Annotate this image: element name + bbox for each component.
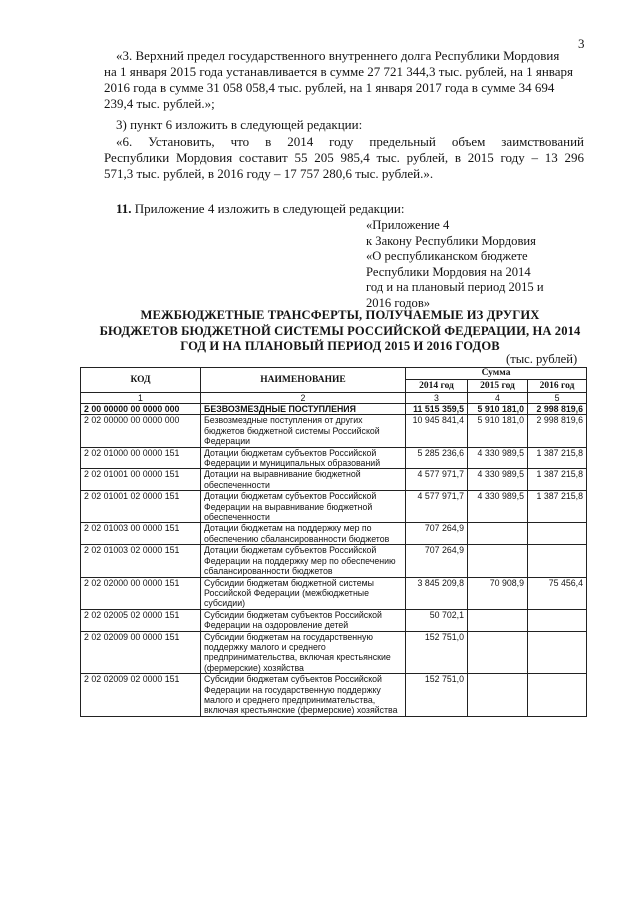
row-value-2014: 11 515 359,5: [406, 404, 468, 415]
row-value-2014: 5 285 236,6: [406, 447, 468, 469]
row-value-2015: 70 908,9: [468, 577, 528, 609]
table-row: [81, 631, 587, 674]
title-line: ГОД И НА ПЛАНОВЫЙ ПЕРИОД 2015 И 2016 ГОДОВ: [180, 339, 500, 353]
row-value-2015: 4 330 989,5: [468, 469, 528, 491]
row-value-2015: 4 330 989,5: [468, 447, 528, 469]
header-year-2015: 2015 год: [468, 380, 528, 393]
row-name: Дотации на выравнивание бюджетной обеспеченности: [201, 469, 406, 491]
item-11-text: Приложение 4 изложить в следующей редакции:: [134, 201, 405, 216]
row-value-2016: 2 998 819,6: [528, 415, 587, 447]
row-value-2016: [528, 674, 587, 717]
row-code: 2 02 02000 00 0000 151: [81, 577, 201, 609]
row-value-2015: [468, 674, 528, 717]
appendix-line: «Приложение 4: [366, 218, 450, 232]
row-name: Дотации бюджетам субъектов Российской Федерации на поддержку мер по обеспечению сбалансированности бюджетов: [201, 545, 406, 577]
row-code: 2 02 01001 00 0000 151: [81, 469, 201, 491]
row-value-2016: 2 998 819,6: [528, 404, 587, 415]
column-number: 3: [406, 393, 468, 404]
column-number-row: [81, 393, 587, 404]
row-value-2014: 707 264,9: [406, 545, 468, 577]
row-value-2016: 1 387 215,8: [528, 469, 587, 491]
appendix-header: [366, 218, 588, 311]
row-value-2015: 5 910 181,0: [468, 404, 528, 415]
row-name: Дотации бюджетам субъектов Российской Федерации на выравнивание бюджетной обеспеченности: [201, 491, 406, 523]
table-row: [81, 469, 587, 491]
row-name: Субсидии бюджетам субъектов Российской Федерации на оздоровление детей: [201, 609, 406, 631]
table-row: [81, 415, 587, 447]
header-year-2014: 2014 год: [406, 380, 468, 393]
row-code: 2 00 00000 00 0000 000: [81, 404, 201, 415]
row-value-2015: [468, 523, 528, 545]
table-row: [81, 447, 587, 469]
item-11-number: 11.: [116, 201, 132, 216]
title-line: БЮДЖЕТОВ БЮДЖЕТНОЙ СИСТЕМЫ РОССИЙСКОЙ ФЕДЕРАЦИИ, НА 2014: [99, 323, 581, 338]
row-name: Субсидии бюджетам субъектов Российской Федерации на государственную поддержку малого и среднего предпринимательства, включая крестьянские (фермерские) хозяйства: [201, 674, 406, 717]
row-name: Субсидии бюджетам бюджетной системы Российской Федерации (межбюджетные субсидии): [201, 577, 406, 609]
appendix-line: к Закону Республики Мордовия: [366, 233, 536, 248]
row-code: 2 02 02009 00 0000 151: [81, 631, 201, 674]
row-value-2014: 152 751,0: [406, 631, 468, 674]
header-year-2016: 2016 год: [528, 380, 587, 393]
row-code: 2 02 02005 02 0000 151: [81, 609, 201, 631]
row-name: БЕЗВОЗМЕЗДНЫЕ ПОСТУПЛЕНИЯ: [201, 404, 406, 415]
row-value-2014: 707 264,9: [406, 523, 468, 545]
row-name: Дотации бюджетам на поддержку мер по обеспечению сбалансированности бюджетов: [201, 523, 406, 545]
table-row: [81, 674, 587, 717]
paragraph-debt-limit: «3. Верхний предел государственного внутреннего долга Республики Мордовия на 1 января 2015 года устанавливается в сумме 27 721 344,3 тыс. рублей, на 1 января 2016 года в сумме 31 058 058,4 тыс. рублей, на 1 января 2017 года в сумме 34 694 239,4 тыс. рублей.»;: [104, 48, 574, 111]
row-value-2016: [528, 545, 587, 577]
row-value-2014: 3 845 209,8: [406, 577, 468, 609]
row-value-2016: 75 456,4: [528, 577, 587, 609]
paragraph-borrowing-line: «6. Установить, что в 2014 году предельный объем заимствований: [116, 134, 584, 149]
table-row: [81, 577, 587, 609]
row-name: Безвозмездные поступления от других бюджетов бюджетной системы Российской Федерации: [201, 415, 406, 447]
row-code: 2 02 01000 00 0000 151: [81, 447, 201, 469]
item-11: [116, 201, 404, 217]
paragraph-point-6: 3) пункт 6 изложить в следующей редакции:: [116, 117, 363, 132]
header-name: НАИМЕНОВАНИЕ: [201, 368, 406, 393]
table-row: [81, 609, 587, 631]
row-value-2014: 4 577 971,7: [406, 469, 468, 491]
row-code: 2 02 00000 00 0000 000: [81, 415, 201, 447]
row-value-2015: [468, 545, 528, 577]
page-number: 3: [578, 36, 585, 51]
row-name: Дотации бюджетам субъектов Российской Федерации и муниципальных образований: [201, 447, 406, 469]
row-value-2015: [468, 631, 528, 674]
table-row: [81, 545, 587, 577]
row-name: Субсидии бюджетам на государственную поддержку малого и среднего предпринимательства, включая крестьянские (фермерские) хозяйства: [201, 631, 406, 674]
header-code: КОД: [81, 368, 201, 393]
row-code: 2 02 01003 02 0000 151: [81, 545, 201, 577]
row-value-2015: [468, 609, 528, 631]
row-value-2016: [528, 523, 587, 545]
document-title: [80, 308, 600, 355]
paragraph-borrowing-line: Республики Мордовия составит 55 205 985,4 тыс. рублей, в 2015 году – 13 296: [104, 150, 584, 165]
paragraph-borrowing-line: 571,3 тыс. рублей, в 2016 году – 17 757 280,6 тыс. рублей.».: [104, 166, 434, 181]
row-value-2016: 1 387 215,8: [528, 447, 587, 469]
appendix-line: год и на плановый период 2015 и: [366, 280, 544, 294]
row-value-2016: 1 387 215,8: [528, 491, 587, 523]
appendix-line: 2016 годов»: [366, 295, 431, 310]
appendix-line: «О республиканском бюджете: [366, 249, 528, 263]
column-number: 1: [81, 393, 201, 404]
table-row: [81, 491, 587, 523]
appendix-line: Республики Мордовия на 2014: [366, 264, 531, 279]
row-value-2015: 4 330 989,5: [468, 491, 528, 523]
row-value-2014: 4 577 971,7: [406, 491, 468, 523]
row-code: 2 02 02009 02 0000 151: [81, 674, 201, 717]
title-line: МЕЖБЮДЖЕТНЫЕ ТРАНСФЕРТЫ, ПОЛУЧАЕМЫЕ ИЗ ДРУГИХ: [140, 308, 540, 322]
units-label: (тыс. рублей): [506, 352, 578, 366]
column-number: 4: [468, 393, 528, 404]
row-value-2016: [528, 609, 587, 631]
table-row: [81, 523, 587, 545]
row-code: 2 02 01001 02 0000 151: [81, 491, 201, 523]
row-value-2014: 50 702,1: [406, 609, 468, 631]
column-number: 5: [528, 393, 587, 404]
column-number: 2: [201, 393, 406, 404]
row-value-2014: 152 751,0: [406, 674, 468, 717]
transfers-table: [80, 367, 587, 717]
row-code: 2 02 01003 00 0000 151: [81, 523, 201, 545]
row-value-2014: 10 945 841,4: [406, 415, 468, 447]
header-sum: Сумма: [406, 368, 587, 380]
row-value-2015: 5 910 181,0: [468, 415, 528, 447]
row-value-2016: [528, 631, 587, 674]
table-row-total: [81, 404, 587, 415]
